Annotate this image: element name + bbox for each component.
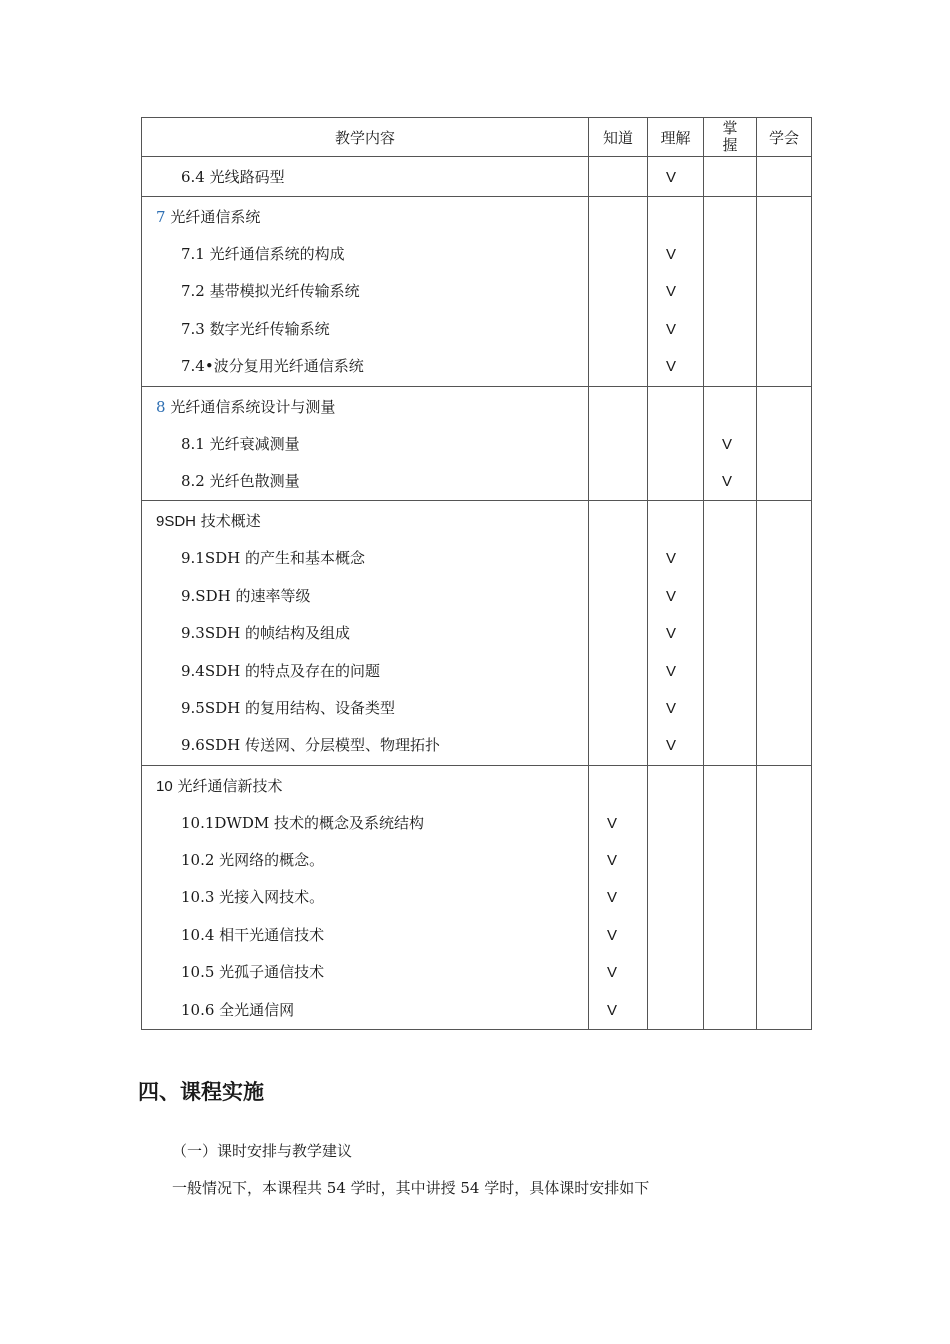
empty-mark [704,501,756,540]
header-master-label: 掌 握 [722,119,738,154]
empty-mark [648,766,703,805]
empty-mark [589,766,647,805]
chapter-name: 光纤通信新技术 [172,776,283,795]
topic-label: 9.4SDH 的特点及存在的问题 [181,661,381,680]
content-cell [142,197,589,387]
empty-mark [704,917,756,954]
section-title: 四、课程实施 [138,1080,264,1104]
check-mark: V [607,889,618,907]
empty-mark [589,273,647,310]
level-cell-know [589,501,648,765]
topic-label: 8.2 光纤色散测量 [181,471,300,490]
empty-mark [648,954,703,991]
level-cell-learn [757,765,812,1029]
empty-mark [648,842,703,879]
empty-mark [648,917,703,954]
topic-label: 10.1DWDM 技术的概念及系统结构 [181,813,424,832]
empty-mark [704,157,756,196]
level-cell-understand [648,197,704,387]
empty-mark [757,463,811,500]
table-header-row [142,118,812,157]
empty-mark [589,348,647,385]
group-row [142,157,812,197]
empty-mark [704,653,756,690]
chapter-title [142,197,588,236]
group-row [142,386,812,501]
check-mark: V [666,737,677,755]
topic-label: 9.6SDH 传送网、分层模型、物理拓扑 [181,736,441,755]
chapter-number: 9SDH [156,513,197,531]
empty-mark [757,842,811,879]
empty-mark [589,653,647,690]
header-learn: 学会 [757,118,812,157]
check-mark: V [666,699,677,717]
level-cell-learn [757,197,812,387]
level-cell-master [704,157,757,197]
content-cell [142,765,589,1029]
empty-mark [757,348,811,385]
topic-label: 7.2 基带模拟光纤传输系统 [181,282,360,301]
empty-mark [704,805,756,842]
chapter-name: 光纤通信系统 [165,208,261,226]
check-mark: V [722,472,733,490]
check-mark: V [666,246,677,263]
level-cell-master [704,386,757,501]
content-cell [142,157,589,197]
section-paragraph: 一般情况下，本课程共 54 学时，其中讲授 54 学时，具体课时安排如下 [172,1179,650,1197]
group-row [142,197,812,387]
empty-mark [648,426,703,463]
empty-mark [757,387,811,426]
group-row [142,765,812,1029]
chapter-title [142,387,588,426]
level-cell-understand [648,501,704,765]
topic-label: 10.2 光网络的概念。 [181,851,325,870]
check-mark: V [666,550,677,568]
topic-label: 7.3 数字光纤传输系统 [181,319,330,338]
empty-mark [704,690,756,727]
empty-mark [704,578,756,615]
chapter-name: 技术概述 [196,512,261,531]
chapter-number: 7 [156,208,166,226]
empty-mark [589,615,647,652]
subsection-title: （一）课时安排与教学建议 [172,1142,353,1160]
empty-mark [757,992,811,1029]
empty-mark [757,236,811,273]
level-cell-know [589,386,648,501]
empty-mark [648,387,703,426]
empty-mark [704,727,756,764]
empty-mark [589,236,647,273]
check-mark: V [607,852,618,870]
empty-mark [757,917,811,954]
header-understand: 理解 [648,118,704,157]
chapter-title [142,766,588,805]
empty-mark [704,387,756,426]
empty-mark [589,463,647,500]
check-mark: V [607,814,618,832]
content-cell [142,501,589,765]
chapter-number: 10 [156,777,173,795]
check-mark: V [666,625,677,643]
empty-mark [757,157,811,196]
header-content: 教学内容 [142,118,589,157]
topic-label: 9.3SDH 的帧结构及组成 [181,624,351,643]
empty-mark [589,501,647,540]
empty-mark [704,348,756,385]
empty-mark [704,311,756,348]
empty-mark [589,426,647,463]
check-mark: V [607,926,618,944]
empty-mark [757,805,811,842]
empty-mark [757,501,811,540]
level-cell-understand [648,157,704,197]
chapter-name: 光纤通信系统设计与测量 [165,397,336,416]
level-cell-master [704,765,757,1029]
check-mark: V [666,169,677,186]
empty-mark [589,311,647,348]
empty-mark [648,992,703,1029]
topic-label: 10.3 光接入网技术。 [181,888,325,907]
level-cell-know [589,157,648,197]
empty-mark [704,236,756,273]
topic-label: 8.1 光纤衰减测量 [181,434,300,453]
chapter-number: 8 [156,397,166,416]
content-cell [142,386,589,501]
empty-mark [704,992,756,1029]
level-cell-learn [757,501,812,765]
empty-mark [757,615,811,652]
level-cell-learn [757,386,812,501]
check-mark: V [722,435,733,453]
level-cell-understand [648,765,704,1029]
empty-mark [757,197,811,236]
topic-label: 10.5 光孤子通信技术 [181,963,325,982]
level-cell-know [589,197,648,387]
empty-mark [648,463,703,500]
check-mark: V [666,283,677,301]
empty-mark [704,615,756,652]
check-mark: V [607,1001,618,1019]
check-mark: V [666,587,677,605]
empty-mark [757,653,811,690]
empty-mark [757,766,811,805]
empty-mark [648,501,703,540]
empty-mark [757,879,811,916]
topic-label: 7.4•波分复用光纤通信系统 [181,357,364,376]
level-cell-master [704,501,757,765]
empty-mark [757,954,811,991]
topic-label: 9.5SDH 的复用结构、设备类型 [181,698,396,717]
level-cell-master [704,197,757,387]
header-know: 知道 [589,118,648,157]
topic-label: 9.1SDH 的产生和基本概念 [181,549,366,568]
level-cell-understand [648,386,704,501]
group-row [142,501,812,765]
level-cell-learn [757,157,812,197]
empty-mark [648,879,703,916]
empty-mark [704,197,756,236]
empty-mark [704,273,756,310]
check-mark: V [666,320,677,338]
empty-mark [704,766,756,805]
topic-label: 10.6 全光通信网 [181,1000,295,1019]
empty-mark [757,578,811,615]
header-master [704,118,757,157]
empty-mark [589,578,647,615]
empty-mark [648,805,703,842]
topic-label: 10.4 相干光通信技术 [181,925,325,944]
empty-mark [757,426,811,463]
empty-mark [589,197,647,236]
empty-mark [648,197,703,236]
topic-label: 7.1 光纤通信系统的构成 [181,245,345,263]
level-cell-know [589,765,648,1029]
empty-mark [704,954,756,991]
empty-mark [589,540,647,577]
empty-mark [757,540,811,577]
check-mark: V [666,358,677,376]
empty-mark [589,727,647,764]
empty-mark [757,727,811,764]
empty-mark [757,690,811,727]
empty-mark [757,311,811,348]
empty-mark [704,842,756,879]
empty-mark [589,387,647,426]
empty-mark [704,879,756,916]
empty-mark [704,540,756,577]
syllabus-table [141,117,812,1030]
topic-label: 6.4 光线路码型 [181,168,285,186]
empty-mark [589,157,647,196]
empty-mark [757,273,811,310]
topic-label: 9.SDH 的速率等级 [181,586,311,605]
check-mark: V [607,964,618,982]
empty-mark [589,690,647,727]
chapter-title [142,501,588,540]
check-mark: V [666,662,677,680]
